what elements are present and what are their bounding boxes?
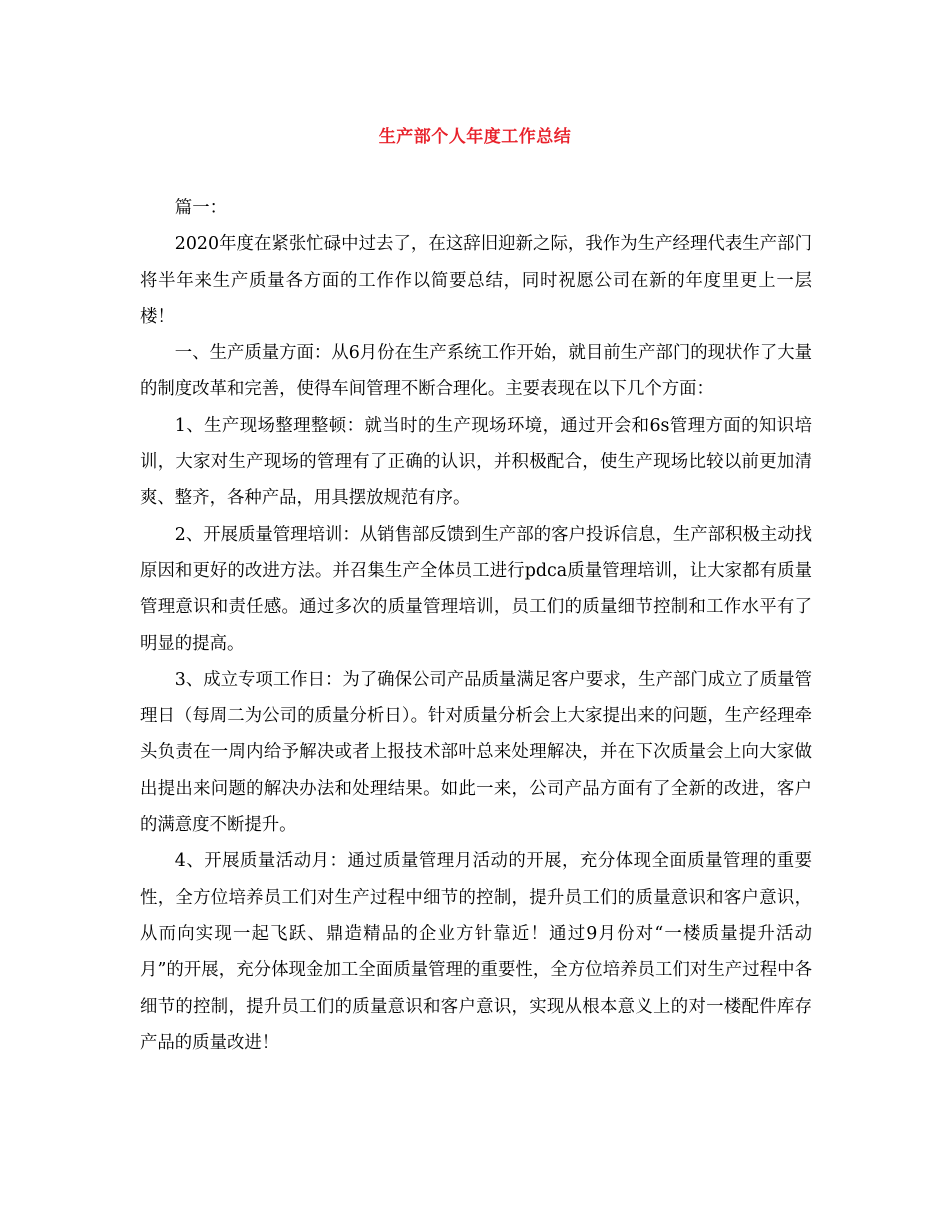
item-3-paragraph: 3、成立专项工作日：为了确保公司产品质量满足客户要求，生产部门成立了质量管理日（每周二为公司的质量分析日）。针对质量分析会上大家提出来的问题，生产经理牵头负责在一周内给予解决或者上报技术部叶总来处理解决，并在下次质量会上向大家做出提出来问题的解决办法和处理结果。如此一来，公司产品方面有了全新的改进，客户的满意度不断提升。 [140, 669, 812, 836]
document-title: 生产部个人年度工作总结 [378, 127, 572, 147]
item-1-paragraph: 1、生产现场整理整顿：就当时的生产现场环境，通过开会和6s管理方面的知识培训，大家对生产现场的管理有了正确的认识，并积极配合，使生产现场比较以前更加清爽、整齐，各种产品，用具摆放规范有序。 [140, 415, 812, 509]
item-4-paragraph: 4、开展质量活动月：通过质量管理月活动的开展，充分体现全面质量管理的重要性，全方位培养员工们对生产过程中细节的控制，提升员工们的质量意识和客户意识，从而向实现一起飞跃、鼎造精品的企业方针靠近！通过9月份对“一楼质量提升活动月”的开展，充分体现金加工全面质量管理的重要性，全方位培养员工们对生产过程中各细节的控制，提升员工们的质量意识和客户意识，实现从根本意义上的对一楼配件库存产品的质量改进！ [140, 851, 812, 1053]
quality-heading-paragraph: 一、生产质量方面：从6月份在生产系统工作开始，就目前生产部门的现状作了大量的制度改革和完善，使得车间管理不断合理化。主要表现在以下几个方面： [140, 343, 812, 400]
section-label: 篇一： [174, 198, 227, 218]
item-2-paragraph: 2、开展质量管理培训：从销售部反馈到生产部的客户投诉信息，生产部积极主动找原因和更好的改进方法。并召集生产全体员工进行pdca质量管理培训，让大家都有质量管理意识和责任感。通过多次的质量管理培训，员工们的质量细节控制和工作水平有了明显的提高。 [140, 524, 812, 654]
intro-paragraph: 2020年度在紧张忙碌中过去了，在这辞旧迎新之际，我作为生产经理代表生产部门将半年来生产质量各方面的工作作以简要总结，同时祝愿公司在新的年度里更上一层楼！ [140, 234, 812, 327]
document-body [140, 190, 812, 1061]
